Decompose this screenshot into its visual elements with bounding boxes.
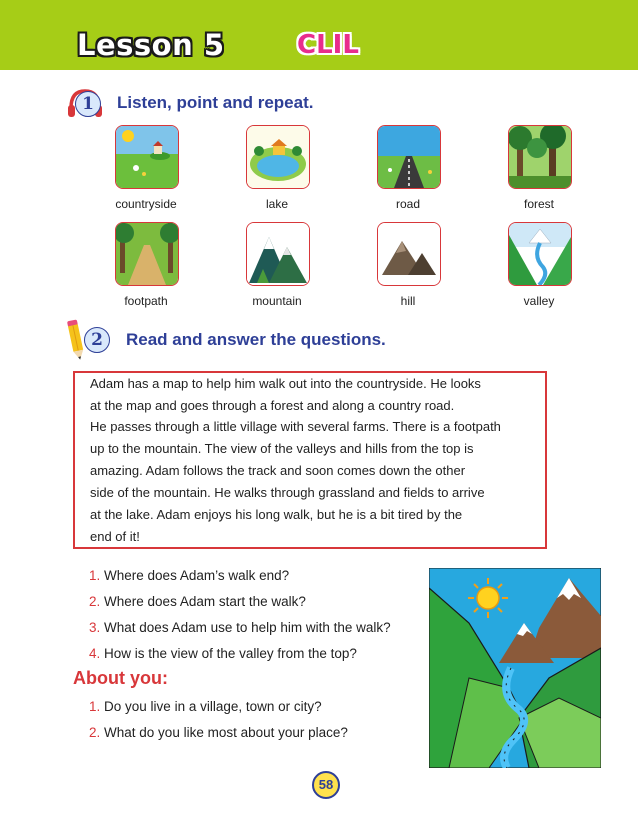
label-footpath: footpath [124,294,168,308]
subject-label: CLIL [297,30,359,60]
label-road: road [395,197,421,211]
question-text: How is the view of the valley from the top? [104,646,357,661]
question-text: What does Adam use to help him with the walk? [104,620,391,635]
lake-picture [246,125,310,189]
section-number-1: 1 [75,91,101,117]
question-1 [89,568,289,583]
question-2 [89,594,306,609]
question-number: 2. [89,725,101,740]
question-3 [89,620,391,635]
question-text: What do you like most about your place? [104,725,348,740]
footpath-picture [115,222,179,286]
label-countryside: countryside [115,197,177,211]
passage-line: at the lake. Adam enjoys his long walk, but he is a bit tired by the [90,507,463,522]
question-number: 1. [89,568,101,583]
label-forest: forest [523,197,554,211]
section1-instruction: Listen, point and repeat. [117,93,314,112]
label-mountain: mountain [252,294,302,308]
passage-line: at the map and goes through a forest and along a country road. [90,398,455,413]
question-text: Do you live in a village, town or city? [104,699,322,714]
countryside-picture [115,125,179,189]
question-number: 1. [89,699,101,714]
question-number: 2. [89,594,101,609]
passage-line: He passes through a little village with several farms. There is a footpath [90,419,501,434]
question-text: Where does Adam start the walk? [104,594,306,609]
section2-instruction: Read and answer the questions. [126,330,386,349]
label-lake: lake [265,197,288,211]
valley-picture [508,222,572,286]
passage-line: Adam has a map to help him walk out into the countryside. He looks [90,376,481,391]
question-4 [89,646,357,661]
question-text: Where does Adam’s walk end? [104,568,290,583]
passage-line: side of the mountain. He walks through grassland and fields to arrive [90,485,485,500]
about-question-2 [89,725,348,740]
passage-line: end of it! [90,529,140,544]
question-number: 4. [89,646,101,661]
passage-line: up to the mountain. The view of the valleys and hills from the top is [90,441,474,456]
question-number: 3. [89,620,101,635]
label-valley: valley [523,294,555,308]
road-picture [377,125,441,189]
about-you-title: About you: [73,668,168,688]
passage-line: amazing. Adam follows the track and soon comes down the other [90,463,466,478]
section-number-2: 2 [84,327,110,353]
label-hill: hill [400,294,416,308]
valley-landscape-illustration [429,568,601,768]
about-question-1 [89,699,322,714]
page-number: 58 [312,771,340,799]
lesson-title: Lesson 5 [77,28,225,62]
mountain-picture [246,222,310,286]
forest-picture [508,125,572,189]
hill-picture [377,222,441,286]
